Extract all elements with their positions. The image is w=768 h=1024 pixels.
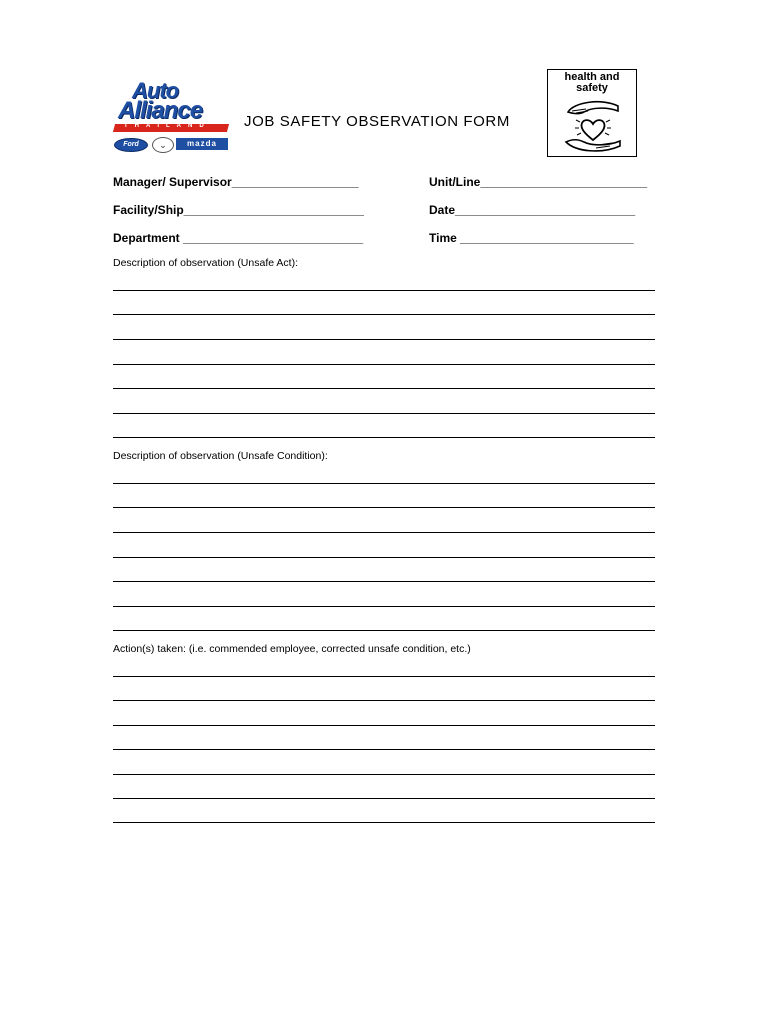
logo-word-alliance: Alliance xyxy=(118,97,203,124)
unsafe-act-line[interactable] xyxy=(113,290,655,291)
auto-alliance-logo xyxy=(112,80,232,154)
unsafe-condition-label: Description of observation (Unsafe Condition): xyxy=(113,450,328,462)
actions-taken-line[interactable] xyxy=(113,700,655,701)
unsafe-condition-line[interactable] xyxy=(113,581,655,582)
unsafe-condition-line[interactable] xyxy=(113,630,655,631)
unsafe-act-line[interactable] xyxy=(113,413,655,414)
hands-heart-icon xyxy=(562,98,624,154)
badge-line-1: health and xyxy=(564,71,620,83)
mazda-logo: mazda xyxy=(176,138,228,150)
badge-line-2: safety xyxy=(576,82,608,94)
form-title: JOB SAFETY OBSERVATION FORM xyxy=(244,113,510,130)
actions-taken-line[interactable] xyxy=(113,676,655,677)
manager-supervisor-field[interactable]: Manager/ Supervisor___________________ xyxy=(113,175,359,189)
logo-subline: THAILAND xyxy=(124,123,211,129)
actions-taken-line[interactable] xyxy=(113,822,655,823)
actions-taken-line[interactable] xyxy=(113,798,655,799)
unsafe-act-label: Description of observation (Unsafe Act): xyxy=(113,257,299,269)
health-safety-badge xyxy=(547,69,637,157)
department-field[interactable]: Department ___________________________ xyxy=(113,231,364,245)
facility-ship-field[interactable]: Facility/Ship___________________________ xyxy=(113,203,364,217)
unsafe-condition-line[interactable] xyxy=(113,532,655,533)
unit-line-field[interactable]: Unit/Line_________________________ xyxy=(429,175,648,189)
logo-word-auto: Auto xyxy=(132,78,179,103)
date-field[interactable]: Date___________________________ xyxy=(429,203,636,217)
mazda-badge-icon: ⌄ xyxy=(152,137,174,153)
health-safety-text xyxy=(548,72,636,94)
unsafe-act-line[interactable] xyxy=(113,314,655,315)
unsafe-act-line[interactable] xyxy=(113,437,655,438)
unsafe-condition-line[interactable] xyxy=(113,507,655,508)
time-field[interactable]: Time __________________________ xyxy=(429,231,634,245)
unsafe-act-line[interactable] xyxy=(113,339,655,340)
actions-taken-line[interactable] xyxy=(113,749,655,750)
ford-logo: Ford xyxy=(114,138,148,152)
unsafe-condition-line[interactable] xyxy=(113,557,655,558)
unsafe-act-line[interactable] xyxy=(113,388,655,389)
unsafe-act-line[interactable] xyxy=(113,364,655,365)
unsafe-condition-line[interactable] xyxy=(113,606,655,607)
actions-taken-line[interactable] xyxy=(113,774,655,775)
actions-taken-line[interactable] xyxy=(113,725,655,726)
actions-taken-label: Action(s) taken: (i.e. commended employee, corrected unsafe condition, etc.) xyxy=(113,643,471,655)
unsafe-condition-line[interactable] xyxy=(113,483,655,484)
